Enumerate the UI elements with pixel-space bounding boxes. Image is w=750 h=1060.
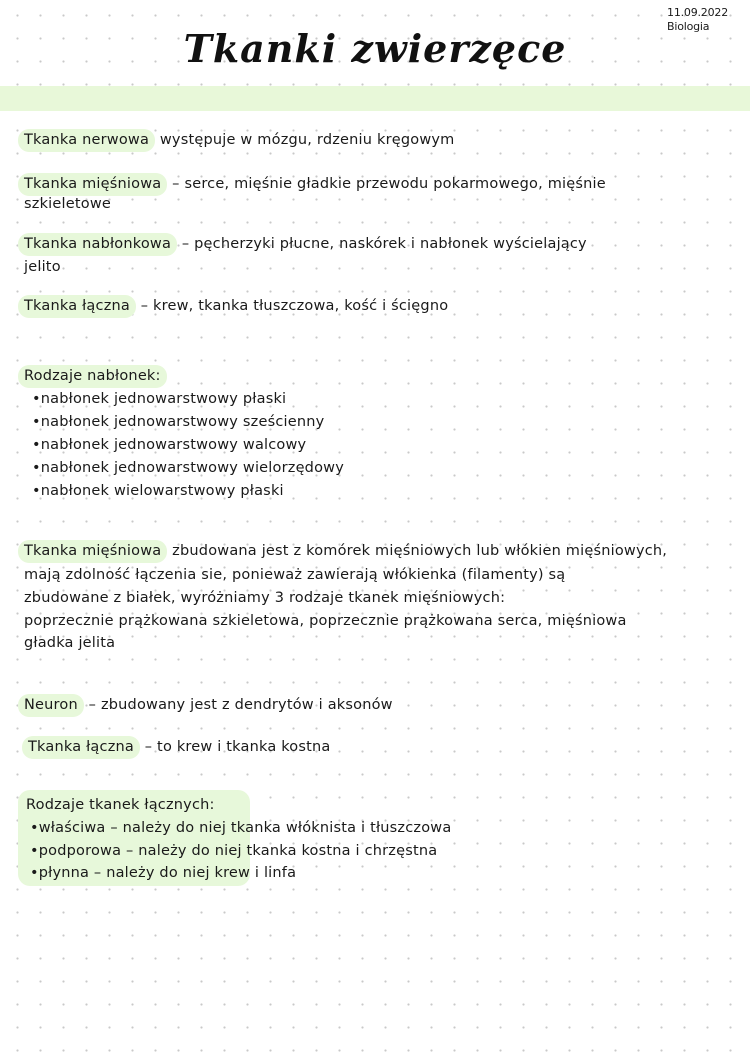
muscle-paragraph-line: gładka jelita bbox=[24, 635, 116, 651]
term-highlight: Tkanka mięśniowa bbox=[18, 540, 167, 563]
list-item: •nabłonek jednowarstwowy walcowy bbox=[32, 437, 307, 453]
epithelial-tissue-line-cont: jelito bbox=[24, 259, 61, 275]
connective-types-heading: Rodzaje tkanek łącznych: bbox=[26, 797, 215, 813]
date-label: 11.09.2022 bbox=[667, 6, 728, 19]
page-title: Tkanki zwierzęce bbox=[183, 26, 567, 71]
muscle-paragraph-line bbox=[24, 542, 667, 560]
list-text: – należy do niej tkanka włóknista i tłuszczowa bbox=[105, 820, 452, 836]
term-highlight: Tkanka nerwowa bbox=[18, 129, 155, 152]
definition-text: – pęcherzyki płucne, naskórek i nabłonek wyścielający bbox=[177, 236, 587, 252]
list-term: •właściwa bbox=[30, 820, 106, 836]
title-highlight-band bbox=[0, 86, 750, 111]
subject-label: Biologia bbox=[667, 20, 710, 33]
heading-highlight: Rodzaje nabłonek: bbox=[18, 365, 167, 388]
term-highlight: Tkanka mięśniowa bbox=[18, 173, 167, 196]
definition-text: – serce, mięśnie gładkie przewodu pokarmowego, mięśnie bbox=[167, 176, 606, 192]
term-highlight: Neuron bbox=[18, 694, 84, 717]
list-text: – należy do niej tkanka kostna i chrzęstna bbox=[121, 843, 438, 859]
definition-text: – krew, tkanka tłuszczowa, kość i ścięgno bbox=[135, 298, 449, 314]
list-item bbox=[30, 819, 451, 837]
term-highlight: Tkanka łączna bbox=[22, 736, 140, 759]
list-term: •podporowa bbox=[30, 843, 122, 859]
definition-text: – zbudowany jest z dendrytów i aksonów bbox=[83, 697, 393, 713]
muscle-paragraph-line: poprzecznie prążkowana szkieletowa, poprzecznie prążkowana serca, mięśniowa bbox=[24, 613, 627, 629]
epithelium-types-heading bbox=[24, 367, 167, 385]
list-text: – należy do niej krew i linfa bbox=[89, 865, 297, 881]
list-item: •nabłonek wielowarstwowy płaski bbox=[32, 483, 284, 499]
definition-text: – to krew i tkanka kostna bbox=[139, 739, 331, 755]
definition-text: występuje w mózgu, rdzeniu kręgowym bbox=[155, 132, 455, 148]
term-highlight: Tkanka nabłonkowa bbox=[18, 233, 177, 256]
muscle-tissue-line bbox=[24, 175, 606, 193]
muscle-paragraph-line: mają zdolność łączenia sie, ponieważ zawierają włókienka (filamenty) są bbox=[24, 567, 566, 583]
epithelial-tissue-line bbox=[24, 235, 587, 253]
connective-tissue-line bbox=[24, 297, 448, 315]
list-item: •nabłonek jednowarstwowy płaski bbox=[32, 391, 287, 407]
list-item bbox=[30, 864, 296, 882]
list-item bbox=[30, 842, 437, 860]
neuron-line bbox=[24, 696, 393, 714]
paragraph-text: zbudowana jest z komórek mięśniowych lub włókien mięśniowych, bbox=[167, 543, 668, 559]
list-item: •nabłonek jednowarstwowy wielorzędowy bbox=[32, 460, 344, 476]
list-item: •nabłonek jednowarstwowy sześcienny bbox=[32, 414, 325, 430]
term-highlight: Tkanka łączna bbox=[18, 295, 136, 318]
connective-tissue-line-2 bbox=[28, 738, 331, 756]
muscle-paragraph-line: zbudowane z białek, wyróżniamy 3 rodzaje tkanek mięśniowych: bbox=[24, 590, 506, 606]
nerve-tissue-line bbox=[24, 131, 455, 149]
muscle-tissue-line-cont: szkieletowe bbox=[24, 196, 111, 212]
list-term: •płynna bbox=[30, 865, 90, 881]
